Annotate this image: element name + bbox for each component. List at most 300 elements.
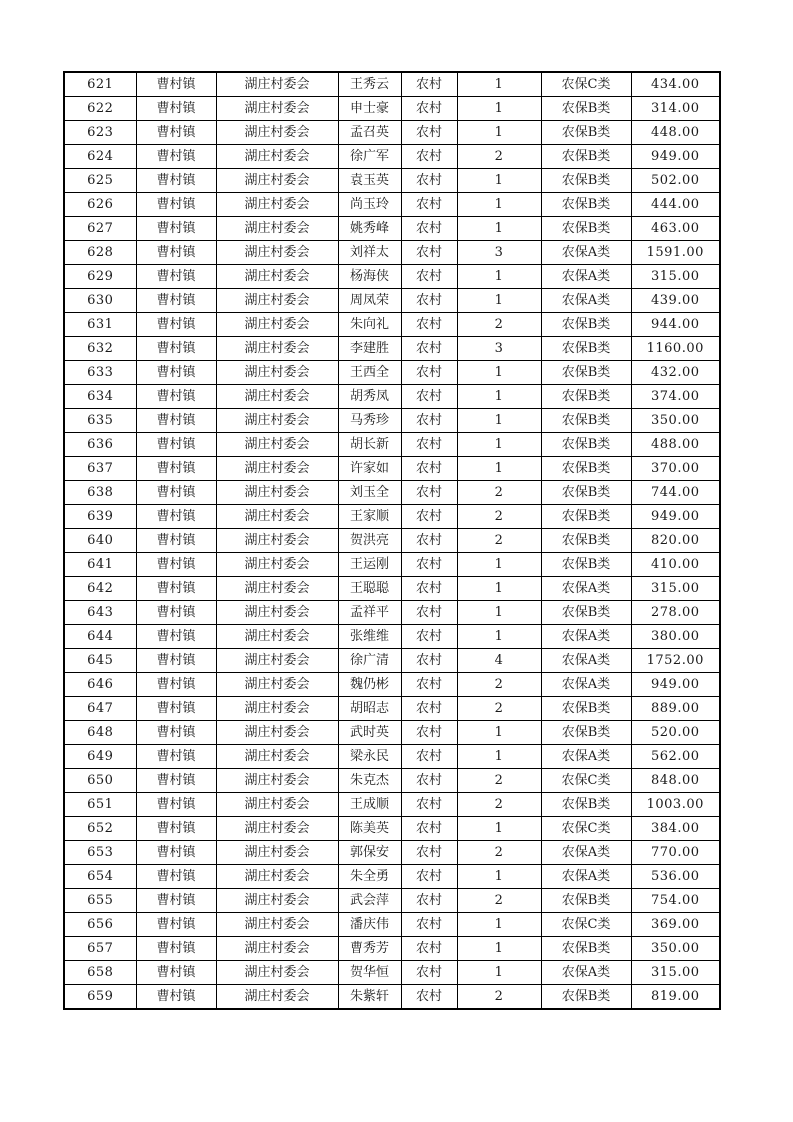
cell-area-type: 农村 xyxy=(401,577,457,601)
cell-town: 曹村镇 xyxy=(136,121,216,145)
cell-town: 曹村镇 xyxy=(136,72,216,97)
cell-category: 农保B类 xyxy=(541,937,631,961)
cell-name: 朱紫轩 xyxy=(338,985,401,1010)
cell-area-type: 农村 xyxy=(401,241,457,265)
cell-area-type: 农村 xyxy=(401,433,457,457)
cell-village: 湖庄村委会 xyxy=(216,721,338,745)
cell-category: 农保B类 xyxy=(541,457,631,481)
cell-count: 3 xyxy=(457,337,541,361)
cell-category: 农保B类 xyxy=(541,385,631,409)
cell-village: 湖庄村委会 xyxy=(216,265,338,289)
cell-seq: 624 xyxy=(64,145,136,169)
cell-count: 1 xyxy=(457,937,541,961)
cell-amount: 350.00 xyxy=(631,409,720,433)
cell-town: 曹村镇 xyxy=(136,193,216,217)
cell-town: 曹村镇 xyxy=(136,937,216,961)
cell-category: 农保C类 xyxy=(541,769,631,793)
table-row xyxy=(64,817,720,841)
cell-name: 梁永民 xyxy=(338,745,401,769)
cell-name: 王西全 xyxy=(338,361,401,385)
cell-count: 2 xyxy=(457,529,541,553)
cell-category: 农保A类 xyxy=(541,865,631,889)
cell-seq: 644 xyxy=(64,625,136,649)
cell-seq: 650 xyxy=(64,769,136,793)
cell-seq: 654 xyxy=(64,865,136,889)
table-row xyxy=(64,913,720,937)
cell-town: 曹村镇 xyxy=(136,865,216,889)
cell-area-type: 农村 xyxy=(401,121,457,145)
cell-category: 农保A类 xyxy=(541,745,631,769)
cell-seq: 645 xyxy=(64,649,136,673)
cell-area-type: 农村 xyxy=(401,649,457,673)
cell-category: 农保B类 xyxy=(541,697,631,721)
cell-count: 2 xyxy=(457,697,541,721)
cell-area-type: 农村 xyxy=(401,337,457,361)
cell-village: 湖庄村委会 xyxy=(216,601,338,625)
cell-seq: 639 xyxy=(64,505,136,529)
cell-seq: 632 xyxy=(64,337,136,361)
cell-name: 孟召英 xyxy=(338,121,401,145)
cell-amount: 439.00 xyxy=(631,289,720,313)
cell-name: 申士豪 xyxy=(338,97,401,121)
cell-town: 曹村镇 xyxy=(136,481,216,505)
cell-seq: 627 xyxy=(64,217,136,241)
cell-count: 2 xyxy=(457,985,541,1010)
table-row xyxy=(64,841,720,865)
cell-category: 农保B类 xyxy=(541,481,631,505)
cell-seq: 630 xyxy=(64,289,136,313)
cell-category: 农保B类 xyxy=(541,793,631,817)
cell-count: 1 xyxy=(457,601,541,625)
cell-seq: 642 xyxy=(64,577,136,601)
table-row xyxy=(64,97,720,121)
cell-area-type: 农村 xyxy=(401,625,457,649)
cell-village: 湖庄村委会 xyxy=(216,193,338,217)
cell-village: 湖庄村委会 xyxy=(216,361,338,385)
cell-area-type: 农村 xyxy=(401,313,457,337)
cell-name: 徐广清 xyxy=(338,649,401,673)
table-row xyxy=(64,865,720,889)
cell-count: 1 xyxy=(457,745,541,769)
cell-count: 2 xyxy=(457,481,541,505)
cell-category: 农保A类 xyxy=(541,673,631,697)
cell-category: 农保B类 xyxy=(541,217,631,241)
cell-town: 曹村镇 xyxy=(136,289,216,313)
cell-seq: 640 xyxy=(64,529,136,553)
cell-village: 湖庄村委会 xyxy=(216,817,338,841)
cell-town: 曹村镇 xyxy=(136,769,216,793)
cell-count: 1 xyxy=(457,217,541,241)
cell-category: 农保A类 xyxy=(541,625,631,649)
table-row xyxy=(64,121,720,145)
cell-count: 2 xyxy=(457,145,541,169)
table-row xyxy=(64,577,720,601)
cell-area-type: 农村 xyxy=(401,865,457,889)
cell-amount: 350.00 xyxy=(631,937,720,961)
cell-seq: 634 xyxy=(64,385,136,409)
cell-village: 湖庄村委会 xyxy=(216,889,338,913)
cell-seq: 648 xyxy=(64,721,136,745)
cell-name: 王运刚 xyxy=(338,553,401,577)
cell-amount: 754.00 xyxy=(631,889,720,913)
cell-area-type: 农村 xyxy=(401,553,457,577)
cell-area-type: 农村 xyxy=(401,289,457,313)
cell-category: 农保B类 xyxy=(541,529,631,553)
cell-town: 曹村镇 xyxy=(136,553,216,577)
cell-name: 胡秀凤 xyxy=(338,385,401,409)
cell-village: 湖庄村委会 xyxy=(216,457,338,481)
cell-seq: 626 xyxy=(64,193,136,217)
table-row xyxy=(64,169,720,193)
cell-village: 湖庄村委会 xyxy=(216,553,338,577)
cell-seq: 651 xyxy=(64,793,136,817)
cell-category: 农保B类 xyxy=(541,337,631,361)
cell-amount: 370.00 xyxy=(631,457,720,481)
cell-seq: 637 xyxy=(64,457,136,481)
cell-amount: 434.00 xyxy=(631,72,720,97)
cell-village: 湖庄村委会 xyxy=(216,745,338,769)
table-row xyxy=(64,361,720,385)
cell-count: 1 xyxy=(457,193,541,217)
cell-count: 2 xyxy=(457,841,541,865)
cell-area-type: 农村 xyxy=(401,841,457,865)
cell-amount: 949.00 xyxy=(631,505,720,529)
table-row xyxy=(64,217,720,241)
table-row xyxy=(64,937,720,961)
cell-count: 1 xyxy=(457,409,541,433)
cell-name: 李建胜 xyxy=(338,337,401,361)
cell-seq: 635 xyxy=(64,409,136,433)
cell-town: 曹村镇 xyxy=(136,577,216,601)
cell-village: 湖庄村委会 xyxy=(216,697,338,721)
cell-seq: 643 xyxy=(64,601,136,625)
cell-category: 农保B类 xyxy=(541,553,631,577)
cell-count: 2 xyxy=(457,673,541,697)
cell-category: 农保A类 xyxy=(541,841,631,865)
cell-village: 湖庄村委会 xyxy=(216,961,338,985)
cell-name: 朱克杰 xyxy=(338,769,401,793)
cell-town: 曹村镇 xyxy=(136,457,216,481)
cell-village: 湖庄村委会 xyxy=(216,337,338,361)
cell-area-type: 农村 xyxy=(401,385,457,409)
cell-count: 2 xyxy=(457,889,541,913)
cell-village: 湖庄村委会 xyxy=(216,481,338,505)
cell-village: 湖庄村委会 xyxy=(216,625,338,649)
cell-area-type: 农村 xyxy=(401,697,457,721)
cell-town: 曹村镇 xyxy=(136,217,216,241)
cell-area-type: 农村 xyxy=(401,745,457,769)
cell-town: 曹村镇 xyxy=(136,385,216,409)
cell-name: 王成顺 xyxy=(338,793,401,817)
cell-town: 曹村镇 xyxy=(136,625,216,649)
cell-amount: 536.00 xyxy=(631,865,720,889)
cell-name: 刘玉全 xyxy=(338,481,401,505)
cell-village: 湖庄村委会 xyxy=(216,985,338,1010)
table-row xyxy=(64,889,720,913)
cell-village: 湖庄村委会 xyxy=(216,385,338,409)
benefit-table-body xyxy=(64,72,720,1009)
cell-seq: 623 xyxy=(64,121,136,145)
cell-village: 湖庄村委会 xyxy=(216,841,338,865)
cell-category: 农保B类 xyxy=(541,121,631,145)
cell-name: 贺华恒 xyxy=(338,961,401,985)
cell-name: 王家顺 xyxy=(338,505,401,529)
table-row xyxy=(64,313,720,337)
cell-village: 湖庄村委会 xyxy=(216,409,338,433)
cell-count: 4 xyxy=(457,649,541,673)
cell-category: 农保B类 xyxy=(541,145,631,169)
cell-amount: 949.00 xyxy=(631,145,720,169)
cell-area-type: 农村 xyxy=(401,793,457,817)
cell-amount: 278.00 xyxy=(631,601,720,625)
cell-area-type: 农村 xyxy=(401,265,457,289)
cell-seq: 629 xyxy=(64,265,136,289)
cell-amount: 889.00 xyxy=(631,697,720,721)
cell-town: 曹村镇 xyxy=(136,889,216,913)
cell-category: 农保A类 xyxy=(541,241,631,265)
cell-category: 农保B类 xyxy=(541,409,631,433)
cell-count: 1 xyxy=(457,721,541,745)
cell-name: 刘祥太 xyxy=(338,241,401,265)
cell-category: 农保C类 xyxy=(541,72,631,97)
cell-category: 农保B类 xyxy=(541,889,631,913)
cell-area-type: 农村 xyxy=(401,409,457,433)
cell-seq: 636 xyxy=(64,433,136,457)
cell-amount: 384.00 xyxy=(631,817,720,841)
cell-amount: 444.00 xyxy=(631,193,720,217)
cell-category: 农保B类 xyxy=(541,313,631,337)
table-row xyxy=(64,409,720,433)
cell-count: 1 xyxy=(457,961,541,985)
table-row xyxy=(64,481,720,505)
table-row xyxy=(64,145,720,169)
cell-village: 湖庄村委会 xyxy=(216,433,338,457)
cell-village: 湖庄村委会 xyxy=(216,313,338,337)
table-row xyxy=(64,241,720,265)
cell-town: 曹村镇 xyxy=(136,601,216,625)
benefit-table xyxy=(63,71,721,1010)
cell-town: 曹村镇 xyxy=(136,145,216,169)
cell-name: 朱向礼 xyxy=(338,313,401,337)
table-row xyxy=(64,553,720,577)
cell-village: 湖庄村委会 xyxy=(216,217,338,241)
cell-area-type: 农村 xyxy=(401,481,457,505)
cell-town: 曹村镇 xyxy=(136,313,216,337)
cell-name: 王聪聪 xyxy=(338,577,401,601)
cell-name: 武会萍 xyxy=(338,889,401,913)
cell-area-type: 农村 xyxy=(401,889,457,913)
cell-town: 曹村镇 xyxy=(136,265,216,289)
cell-amount: 520.00 xyxy=(631,721,720,745)
cell-count: 2 xyxy=(457,793,541,817)
cell-amount: 744.00 xyxy=(631,481,720,505)
cell-town: 曹村镇 xyxy=(136,433,216,457)
cell-amount: 410.00 xyxy=(631,553,720,577)
cell-town: 曹村镇 xyxy=(136,505,216,529)
cell-area-type: 农村 xyxy=(401,985,457,1010)
cell-village: 湖庄村委会 xyxy=(216,72,338,97)
table-row xyxy=(64,697,720,721)
table-row xyxy=(64,601,720,625)
cell-amount: 848.00 xyxy=(631,769,720,793)
cell-town: 曹村镇 xyxy=(136,361,216,385)
cell-category: 农保A类 xyxy=(541,265,631,289)
cell-seq: 655 xyxy=(64,889,136,913)
cell-town: 曹村镇 xyxy=(136,913,216,937)
table-row xyxy=(64,529,720,553)
cell-count: 1 xyxy=(457,97,541,121)
cell-town: 曹村镇 xyxy=(136,841,216,865)
cell-category: 农保B类 xyxy=(541,721,631,745)
cell-category: 农保B类 xyxy=(541,361,631,385)
cell-town: 曹村镇 xyxy=(136,241,216,265)
cell-seq: 646 xyxy=(64,673,136,697)
cell-town: 曹村镇 xyxy=(136,745,216,769)
cell-town: 曹村镇 xyxy=(136,673,216,697)
cell-amount: 315.00 xyxy=(631,961,720,985)
cell-area-type: 农村 xyxy=(401,457,457,481)
cell-name: 张维维 xyxy=(338,625,401,649)
cell-seq: 628 xyxy=(64,241,136,265)
cell-count: 1 xyxy=(457,361,541,385)
cell-count: 1 xyxy=(457,265,541,289)
table-row xyxy=(64,961,720,985)
cell-area-type: 农村 xyxy=(401,361,457,385)
cell-name: 孟祥平 xyxy=(338,601,401,625)
cell-village: 湖庄村委会 xyxy=(216,121,338,145)
table-row xyxy=(64,505,720,529)
cell-count: 1 xyxy=(457,289,541,313)
cell-category: 农保C类 xyxy=(541,913,631,937)
cell-name: 陈美英 xyxy=(338,817,401,841)
cell-name: 尚玉玲 xyxy=(338,193,401,217)
cell-category: 农保B类 xyxy=(541,601,631,625)
cell-category: 农保A类 xyxy=(541,649,631,673)
cell-count: 1 xyxy=(457,169,541,193)
cell-seq: 653 xyxy=(64,841,136,865)
cell-category: 农保B类 xyxy=(541,97,631,121)
cell-category: 农保B类 xyxy=(541,433,631,457)
cell-amount: 1160.00 xyxy=(631,337,720,361)
cell-amount: 369.00 xyxy=(631,913,720,937)
cell-count: 1 xyxy=(457,433,541,457)
cell-area-type: 农村 xyxy=(401,145,457,169)
cell-village: 湖庄村委会 xyxy=(216,145,338,169)
cell-count: 1 xyxy=(457,72,541,97)
cell-amount: 1591.00 xyxy=(631,241,720,265)
cell-name: 朱全勇 xyxy=(338,865,401,889)
cell-count: 1 xyxy=(457,625,541,649)
cell-amount: 463.00 xyxy=(631,217,720,241)
cell-category: 农保A类 xyxy=(541,289,631,313)
table-row xyxy=(64,649,720,673)
cell-village: 湖庄村委会 xyxy=(216,649,338,673)
cell-name: 潘庆伟 xyxy=(338,913,401,937)
cell-name: 胡昭志 xyxy=(338,697,401,721)
cell-name: 胡长新 xyxy=(338,433,401,457)
cell-seq: 656 xyxy=(64,913,136,937)
cell-count: 1 xyxy=(457,385,541,409)
cell-town: 曹村镇 xyxy=(136,961,216,985)
table-row xyxy=(64,289,720,313)
cell-area-type: 农村 xyxy=(401,217,457,241)
cell-area-type: 农村 xyxy=(401,529,457,553)
cell-amount: 314.00 xyxy=(631,97,720,121)
cell-amount: 315.00 xyxy=(631,577,720,601)
cell-name: 郭保安 xyxy=(338,841,401,865)
cell-village: 湖庄村委会 xyxy=(216,913,338,937)
cell-amount: 315.00 xyxy=(631,265,720,289)
cell-name: 杨海侠 xyxy=(338,265,401,289)
cell-category: 农保C类 xyxy=(541,817,631,841)
cell-seq: 641 xyxy=(64,553,136,577)
cell-village: 湖庄村委会 xyxy=(216,577,338,601)
cell-count: 1 xyxy=(457,457,541,481)
cell-count: 1 xyxy=(457,577,541,601)
cell-name: 武时英 xyxy=(338,721,401,745)
cell-town: 曹村镇 xyxy=(136,337,216,361)
cell-count: 2 xyxy=(457,505,541,529)
table-row xyxy=(64,385,720,409)
cell-village: 湖庄村委会 xyxy=(216,529,338,553)
cell-village: 湖庄村委会 xyxy=(216,505,338,529)
cell-town: 曹村镇 xyxy=(136,721,216,745)
table-row xyxy=(64,337,720,361)
cell-seq: 658 xyxy=(64,961,136,985)
cell-amount: 502.00 xyxy=(631,169,720,193)
cell-count: 2 xyxy=(457,769,541,793)
cell-area-type: 农村 xyxy=(401,72,457,97)
cell-count: 2 xyxy=(457,313,541,337)
cell-name: 王秀云 xyxy=(338,72,401,97)
table-row xyxy=(64,625,720,649)
table-row xyxy=(64,72,720,97)
cell-category: 农保B类 xyxy=(541,169,631,193)
cell-area-type: 农村 xyxy=(401,505,457,529)
cell-town: 曹村镇 xyxy=(136,793,216,817)
table-row xyxy=(64,721,720,745)
cell-category: 农保A类 xyxy=(541,961,631,985)
table-row xyxy=(64,769,720,793)
cell-name: 曹秀芳 xyxy=(338,937,401,961)
cell-seq: 638 xyxy=(64,481,136,505)
cell-category: 农保B类 xyxy=(541,985,631,1010)
cell-name: 姚秀峰 xyxy=(338,217,401,241)
table-row xyxy=(64,745,720,769)
cell-count: 1 xyxy=(457,913,541,937)
cell-count: 1 xyxy=(457,121,541,145)
cell-seq: 631 xyxy=(64,313,136,337)
cell-name: 周凤荣 xyxy=(338,289,401,313)
cell-name: 魏仍彬 xyxy=(338,673,401,697)
cell-area-type: 农村 xyxy=(401,721,457,745)
cell-seq: 657 xyxy=(64,937,136,961)
table-row xyxy=(64,673,720,697)
cell-area-type: 农村 xyxy=(401,913,457,937)
cell-amount: 374.00 xyxy=(631,385,720,409)
cell-village: 湖庄村委会 xyxy=(216,769,338,793)
cell-area-type: 农村 xyxy=(401,673,457,697)
cell-count: 1 xyxy=(457,865,541,889)
cell-village: 湖庄村委会 xyxy=(216,865,338,889)
cell-amount: 820.00 xyxy=(631,529,720,553)
cell-seq: 633 xyxy=(64,361,136,385)
cell-area-type: 农村 xyxy=(401,193,457,217)
cell-amount: 380.00 xyxy=(631,625,720,649)
cell-amount: 949.00 xyxy=(631,673,720,697)
cell-count: 1 xyxy=(457,553,541,577)
cell-village: 湖庄村委会 xyxy=(216,937,338,961)
